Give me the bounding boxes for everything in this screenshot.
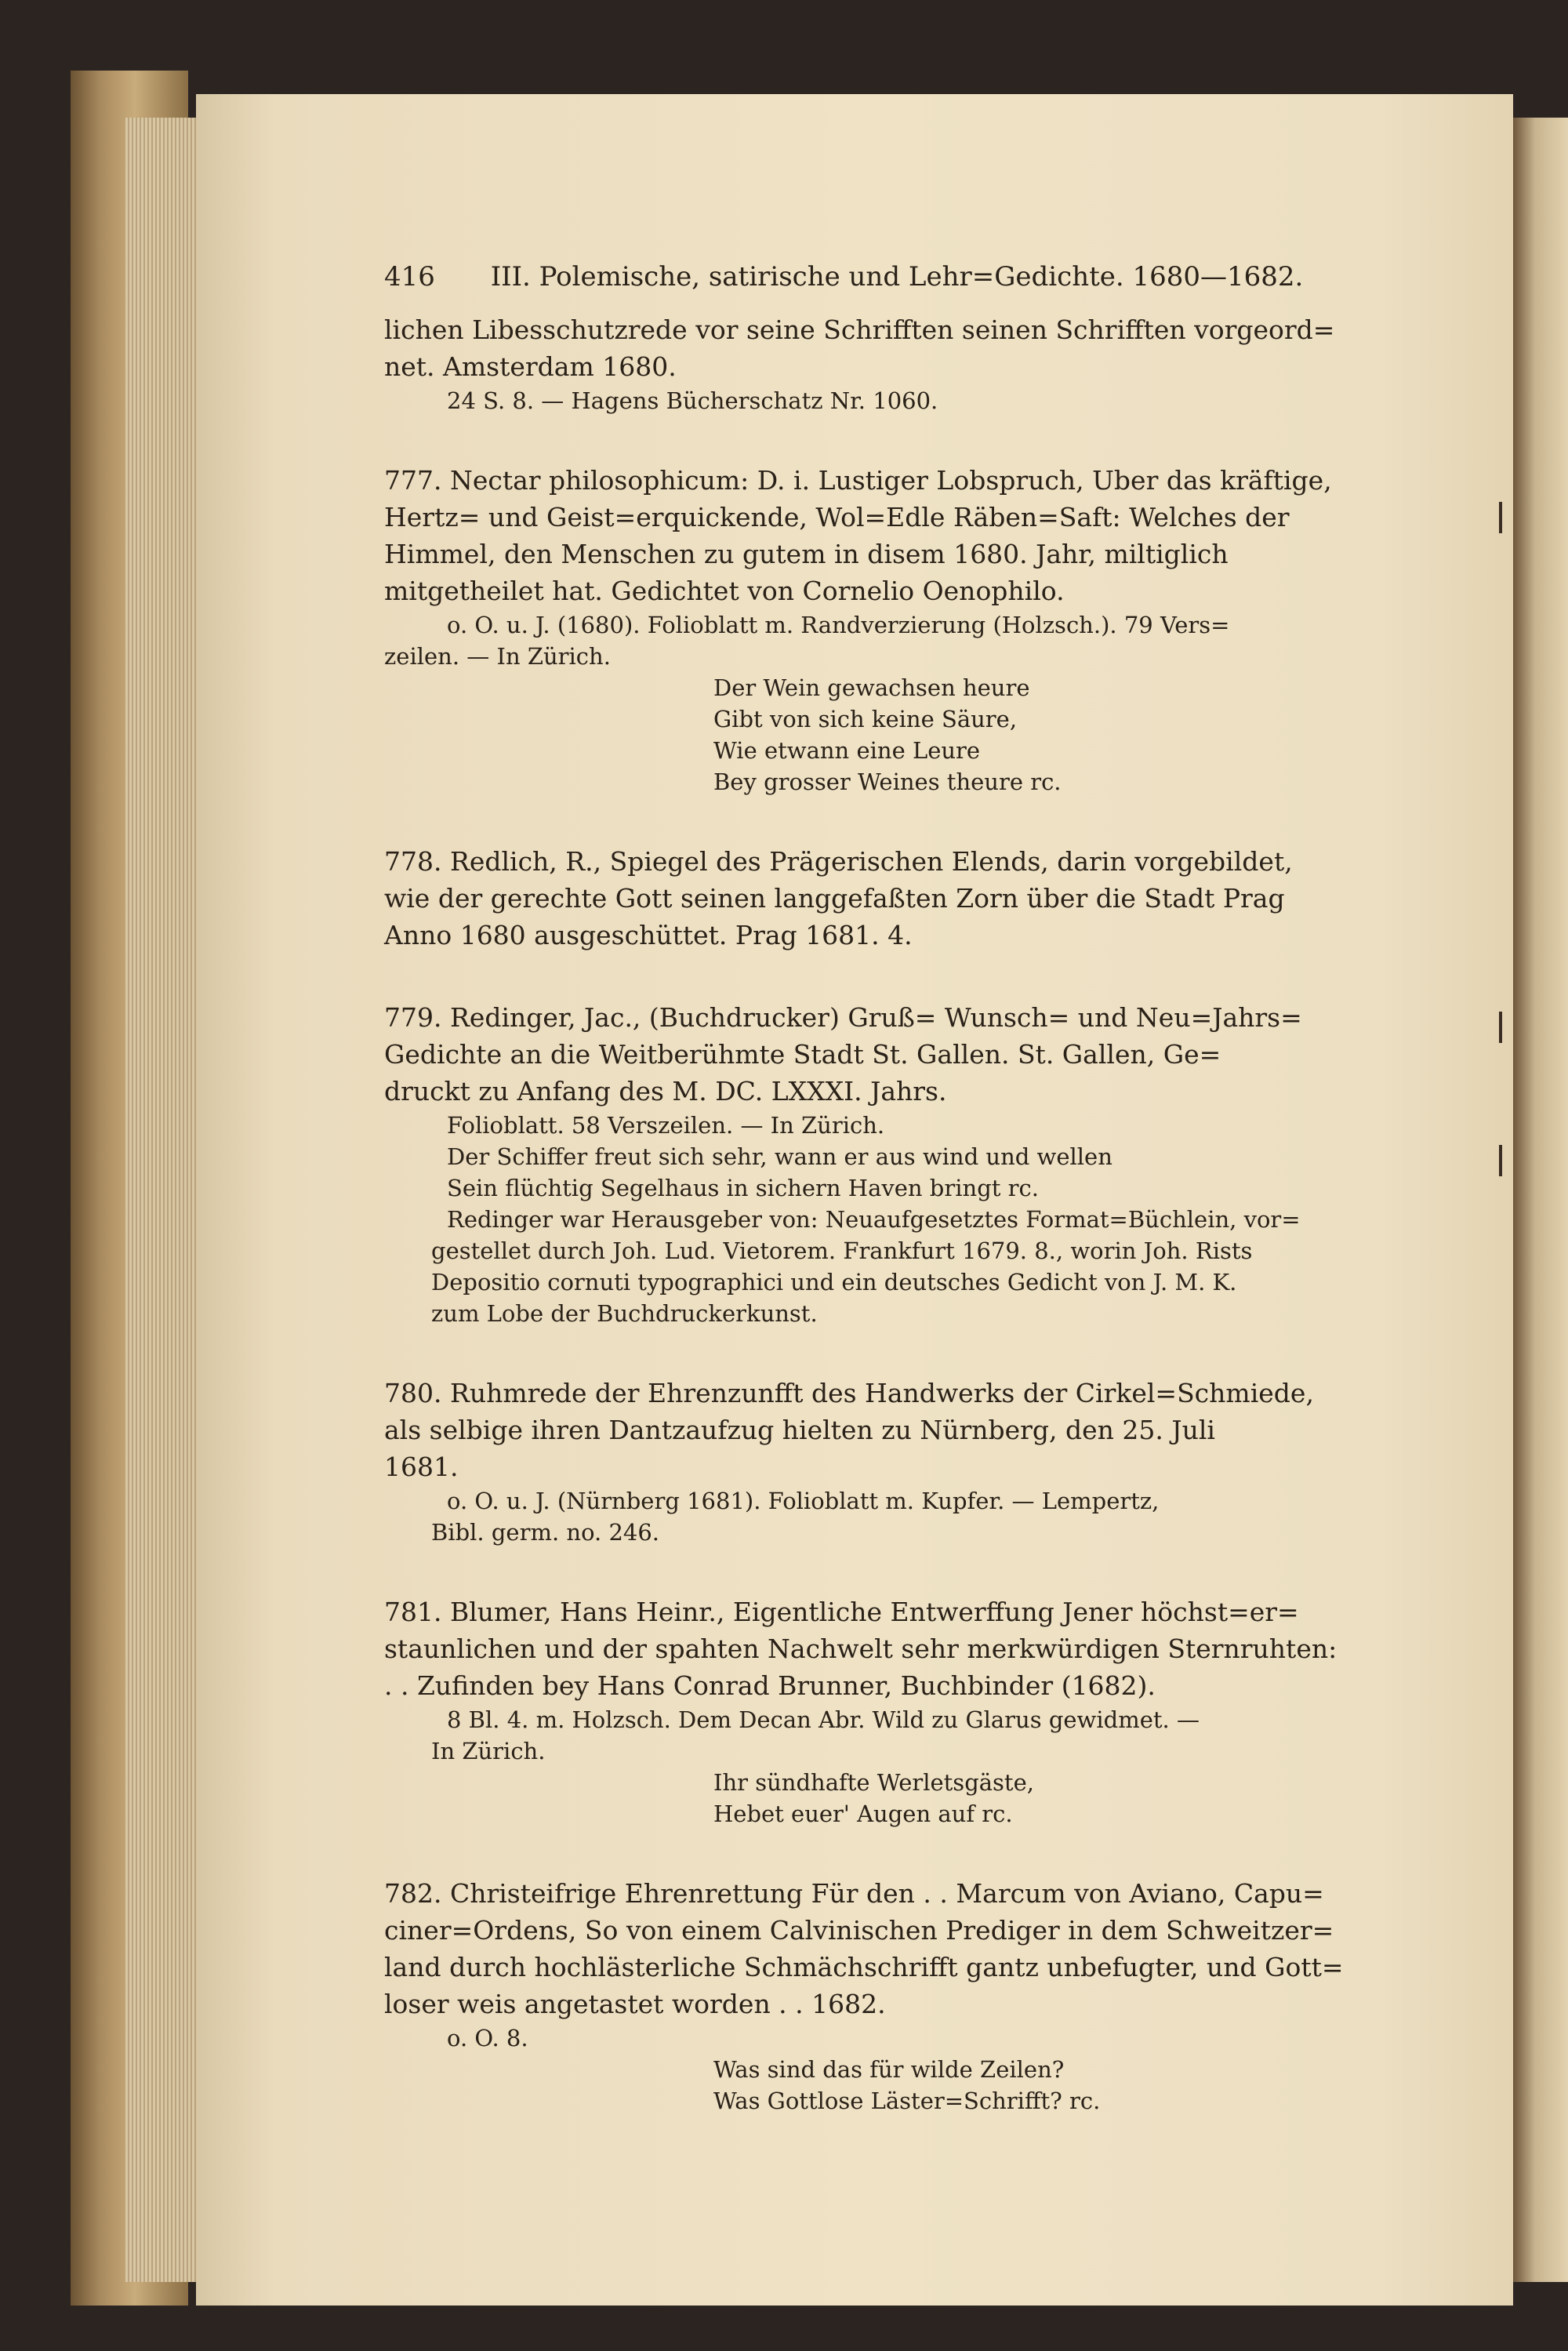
note-line: Depositio cornuti typographici und ein deutsches Gedicht von J. M. K. [431,1269,1237,1295]
entry-781 [384,1593,1427,1830]
note-line: zum Lobe der Buchdruckerkunst. [431,1300,818,1327]
running-header [384,259,1427,296]
entry-line: Anno 1680 ausgeschüttet. Prag 1681. 4. [384,920,913,950]
verse-line: Hebet euer' Augen auf rc. [713,1800,1013,1827]
note-line: Bibl. germ. no. 246. [431,1519,660,1546]
facing-page-edge [1513,118,1568,2282]
page-text [384,259,1427,2117]
entry-line: . . Zufinden bey Hans Conrad Brunner, Buchbinder (1682). [384,1670,1156,1701]
note-line: zeilen. — In Zürich. [384,643,611,670]
entry-line: Himmel, den Menschen zu gutem in disem 1680. Jahr, miltiglich [384,539,1229,569]
page-edges [125,118,200,2282]
entry-779 [384,999,1427,1329]
margin-mark [1499,502,1502,533]
entry-line: wie der gerechte Gott seinen langgefaßten Zorn über die Stadt Prag [384,883,1285,914]
note-line: o. O. 8. [447,2025,528,2051]
entry-line: 781. Blumer, Hans Heinr., Eigentliche Entwerffung Jener höchst=er= [384,1597,1299,1627]
entry-line: 782. Christeifrige Ehrenrettung Für den . . Marcum von Aviano, Capu= [384,1878,1324,1909]
note-line: 24 S. 8. — Hagens Bücherschatz Nr. 1060. [447,387,938,414]
entry-777 [384,462,1427,798]
verse-line: Bey grosser Weines theure rc. [713,769,1062,795]
text-line: net. Amsterdam 1680. [384,351,677,382]
entry-line: 1681. [384,1452,459,1482]
verse-line: Was sind das für wilde Zeilen? [713,2056,1065,2083]
entry-line: 777. Nectar philosophicum: D. i. Lustiger Lobspruch, Uber das kräftige, [384,465,1332,496]
verse-line: Sein flüchtig Segelhaus in sichern Haven bringt rc. [447,1175,1039,1201]
entry-line: mitgetheilet hat. Gedichtet von Cornelio Oenophilo. [384,576,1065,606]
entry-line: als selbige ihren Dantzaufzug hielten zu Nürnberg, den 25. Juli [384,1415,1215,1445]
entry-782 [384,1875,1427,2117]
verse-line: Der Schiffer freut sich sehr, wann er aus wind und wellen [447,1143,1112,1170]
margin-mark [1499,1145,1502,1176]
entry-line: druckt zu Anfang des M. DC. LXXXI. Jahrs. [384,1076,947,1106]
verse-line: Wie etwann eine Leure [713,737,981,764]
note-line: Redinger war Herausgeber von: Neuaufgesetztes Format=Büchlein, vor= [447,1206,1301,1233]
entry-780 [384,1375,1427,1548]
entry-line: staunlichen und der spahten Nachwelt sehr merkwürdigen Sternruhten: [384,1633,1338,1664]
entry-line: Gedichte an die Weitberühmte Stadt St. Gallen. St. Gallen, Ge= [384,1039,1221,1070]
note-line: Folioblatt. 58 Verszeilen. — In Zürich. [447,1112,885,1139]
note-line: o. O. u. J. (Nürnberg 1681). Folioblatt m. Kupfer. — Lempertz, [447,1488,1160,1514]
continuation-text [384,311,1427,416]
entry-line: land durch hochlästerliche Schmächschrifft gantz unbefugter, und Gott= [384,1952,1344,1982]
entry-line: 780. Ruhmrede der Ehrenzunfft des Handwerks der Cirkel=Schmiede, [384,1378,1314,1408]
entry-778 [384,843,1427,954]
verse-line: Der Wein gewachsen heure [713,674,1030,701]
entry-line: 778. Redlich, R., Spiegel des Prägerischen Elends, darin vorgebildet, [384,846,1293,877]
running-title: III. Polemische, satirische und Lehr=Gedichte. 1680—1682. [490,261,1304,293]
page-number: 416 [384,261,435,293]
entry-line: Hertz= und Geist=erquickende, Wol=Edle Räben=Saft: Welches der [384,502,1290,532]
entry-line: loser weis angetastet worden . . 1682. [384,1989,886,2019]
verse-line: Gibt von sich keine Säure, [713,706,1018,732]
margin-mark [1499,1012,1502,1043]
note-line: In Zürich. [431,1738,546,1764]
verse-line: Ihr sündhafte Werletsgäste, [713,1769,1034,1796]
verse-line: Was Gottlose Läster=Schrifft? rc. [713,2088,1101,2114]
text-line: lichen Libesschutzrede vor seine Schrifften seinen Schrifften vorgeord= [384,314,1335,345]
note-line: gestellet durch Joh. Lud. Vietorem. Frankfurt 1679. 8., worin Joh. Rists [431,1237,1253,1264]
note-line: 8 Bl. 4. m. Holzsch. Dem Decan Abr. Wild zu Glarus gewidmet. — [447,1706,1200,1733]
entry-line: 779. Redinger, Jac., (Buchdrucker) Gruß= Wunsch= und Neu=Jahrs= [384,1002,1302,1033]
note-line: o. O. u. J. (1680). Folioblatt m. Randverzierung (Holzsch.). 79 Vers= [447,612,1230,638]
entry-line: ciner=Ordens, So von einem Calvinischen Prediger in dem Schweitzer= [384,1915,1334,1946]
